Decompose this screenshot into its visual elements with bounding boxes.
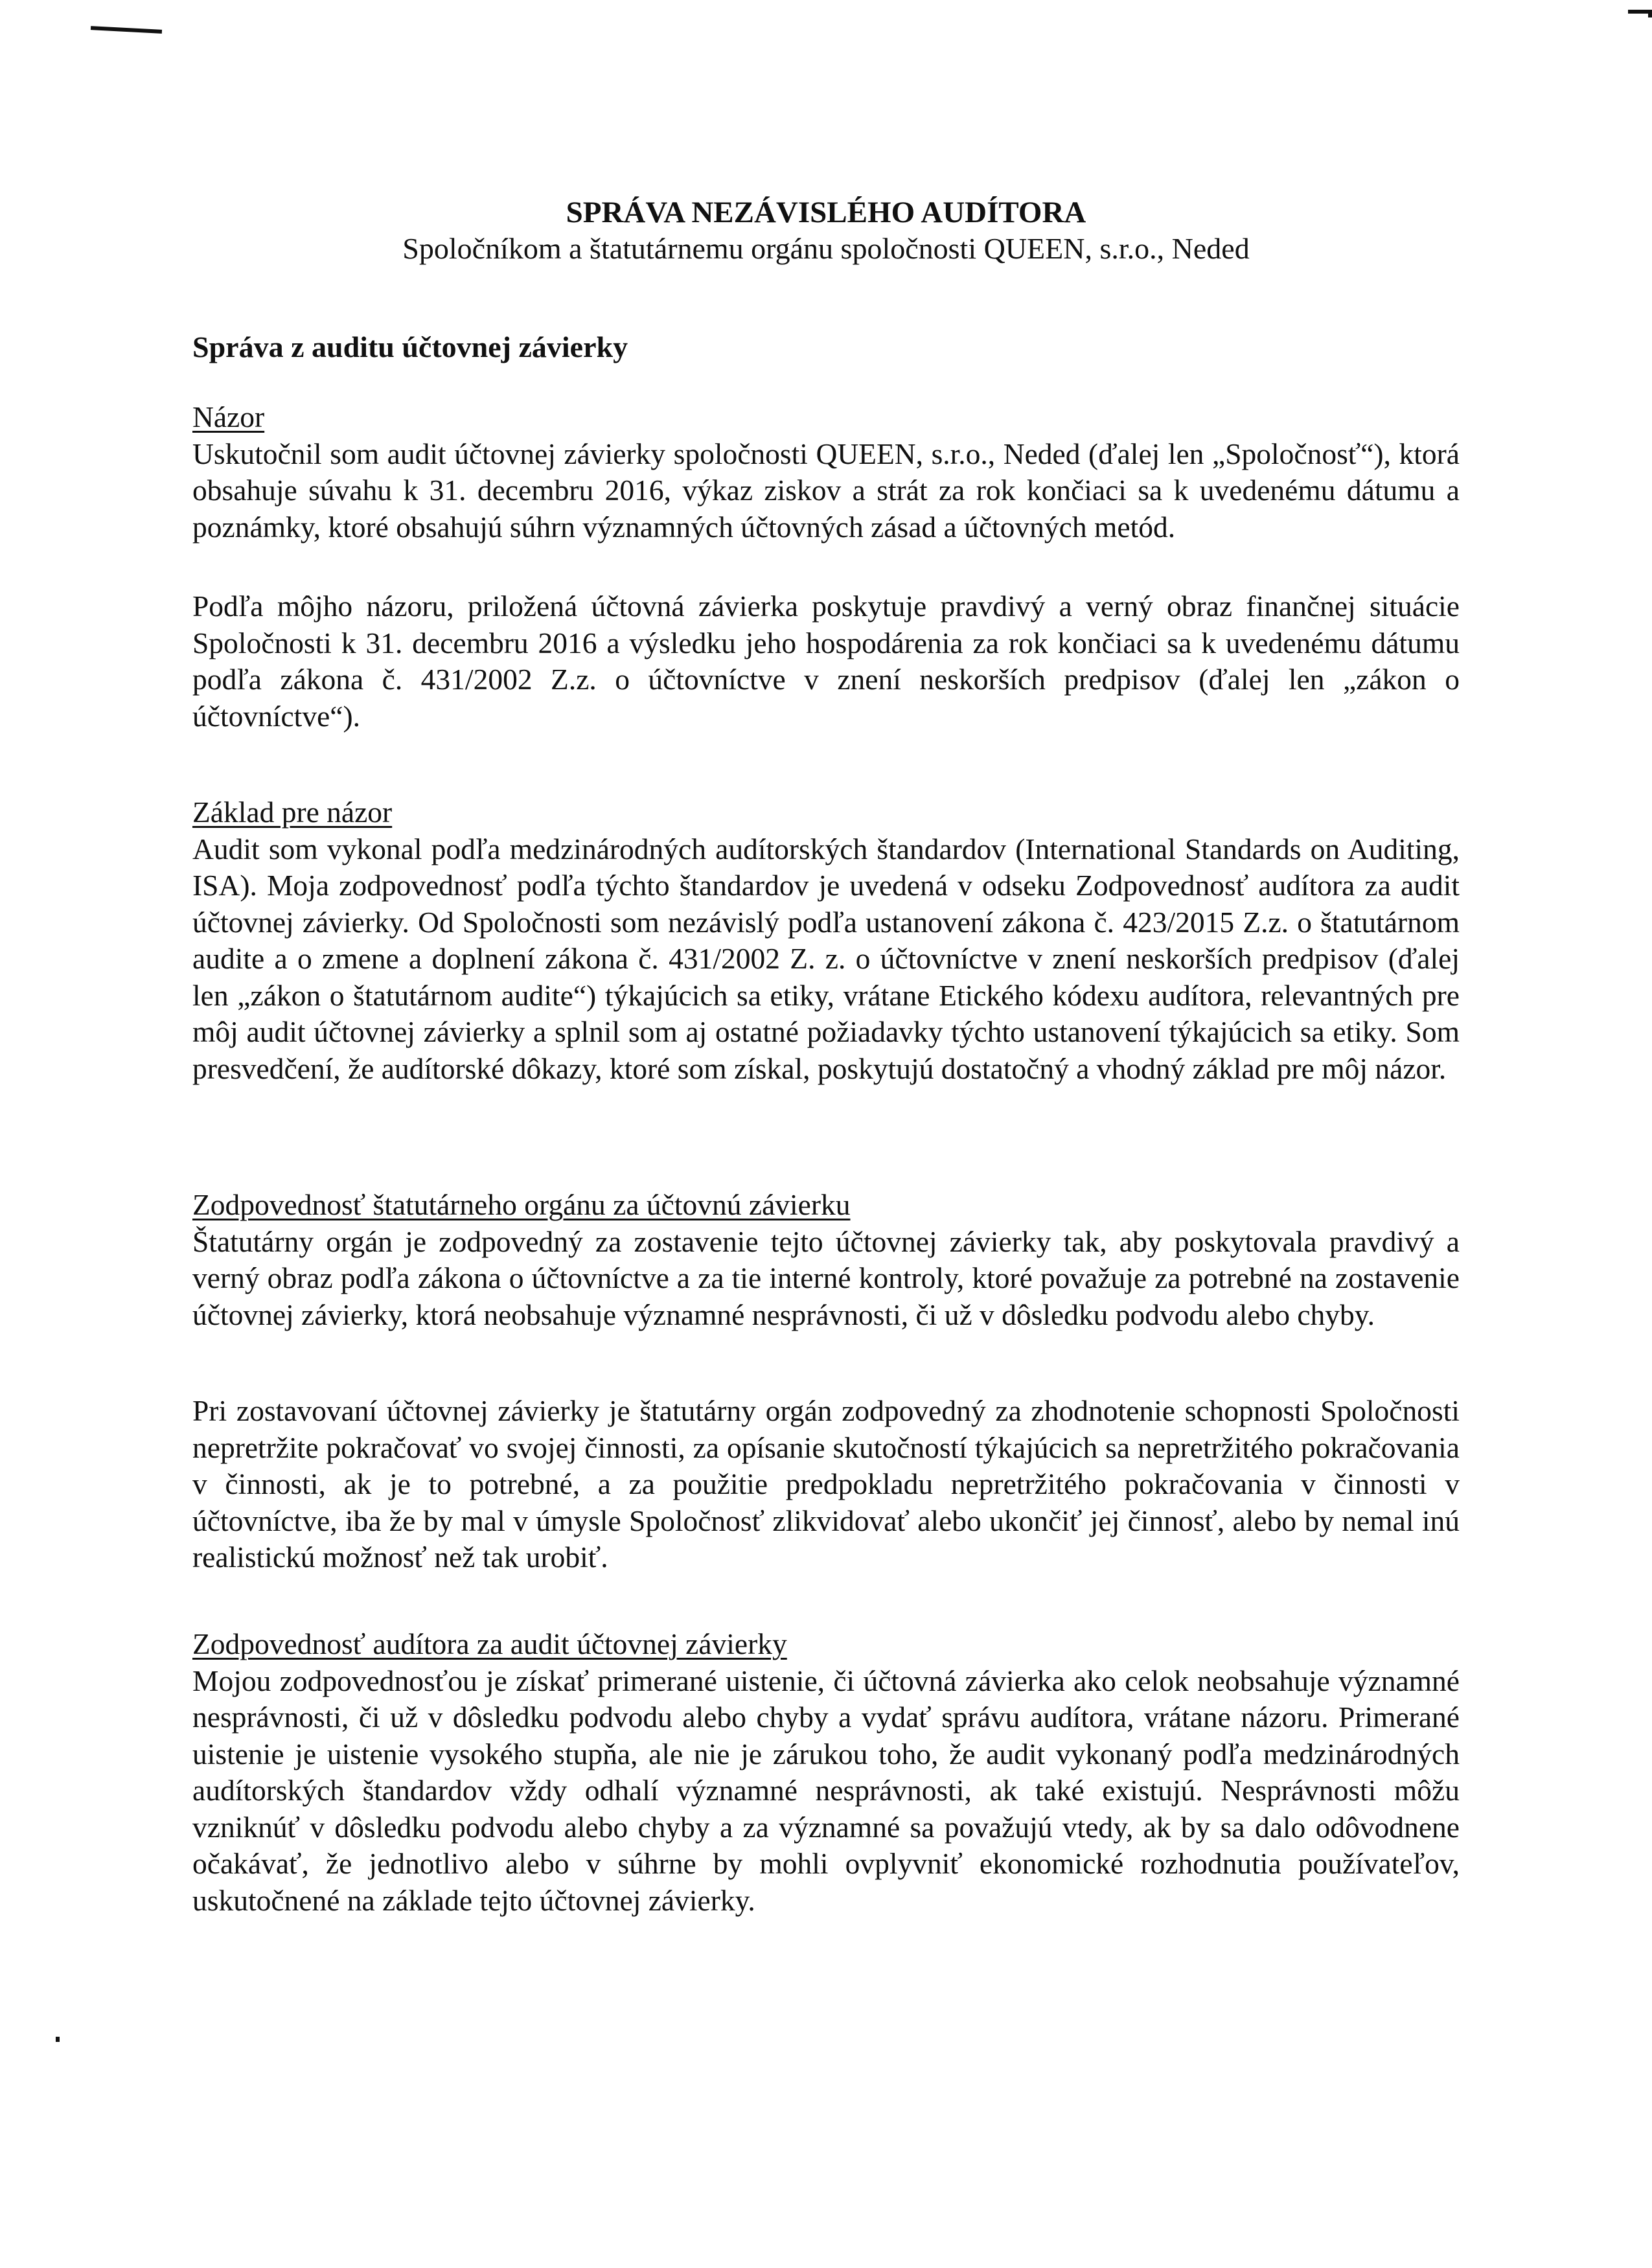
paragraph: Pri zostavovaní účtovnej závierky je štatutárny orgán zodpovedný za zhodnotenie schopnosti Spoločnosti nepretržite pokračovať vo svojej činnosti, za opísanie skutočností týkajúcich sa nepretržitého pokračovania v činnosti, ak je to potrebné, a za použitie predpokladu nepretržitého pokračovania v činnosti v účtovníctve, iba že by mal v úmysle Spoločnosť zlikvidovať alebo ukončiť jej činnosť, alebo by nemal inú realistickú možnosť než tak urobiť.	[192, 1394, 1460, 1574]
section-heading: Zodpovednosť audítora za audit účtovnej závierky	[192, 1627, 787, 1660]
section-statutory-responsibility-continued	[192, 1393, 1460, 1576]
scan-mark	[1648, 10, 1652, 17]
section-auditor-responsibility	[192, 1626, 1460, 1919]
section-basis-for-opinion	[192, 794, 1460, 1087]
scan-mark	[56, 2037, 60, 2042]
section-opinion	[192, 399, 1460, 545]
scan-mark	[91, 26, 162, 34]
paragraph: Audit som vykonal podľa medzinárodných audítorských štandardov (International Standards on Auditing, ISA). Moja zodpovednosť podľa týchto štandardov je uvedená v odseku Zodpovednosť audítora za audit účtovnej závierky. Od Spoločnosti som nezávislý podľa ustanovení zákona č. 423/2015 Z.z. o štatutárnom audite a o zmene a doplnení zákona č. 431/2002 Z. z. o účtovníctve v znení neskorších predpisov (ďalej len „zákon o štatutárnom audite“) týkajúcich sa etiky, vrátane Etického kódexu audítora, relevantných pre môj audit účtovnej závierky a splnil som aj ostatné požiadavky týchto ustanovení týkajúcich sa etiky. Som presvedčení, že audítorské dôkazy, ktoré som získal, poskytujú dostatočný a vhodný základ pre môj názor.	[192, 832, 1460, 1085]
section-heading: Zodpovednosť štatutárneho orgánu za účtovnú závierku	[192, 1188, 851, 1221]
section-opinion-continued	[192, 588, 1460, 735]
paragraph: Štatutárny orgán je zodpovedný za zostavenie tejto účtovnej závierky tak, aby poskytovala pravdivý a verný obraz podľa zákona o účtovníctve a za tie interné kontroly, ktoré považuje za potrebné na zostavenie účtovnej závierky, ktorá neobsahuje významné nesprávnosti, či už v dôsledku podvodu alebo chyby.	[192, 1224, 1460, 1331]
paragraph: Uskutočnil som audit účtovnej závierky spoločnosti QUEEN, s.r.o., Neded (ďalej len „Spoločnosť“), ktorá obsahuje súvahu k 31. decembru 2016, výkaz ziskov a strát za rok končiaci sa k uvedenému dátumu a poznámky, ktoré obsahujú súhrn významných účtovných zásad a účtovných metód.	[192, 437, 1460, 544]
document-subtitle: Spoločníkom a štatutárnemu orgánu spoločnosti QUEEN, s.r.o., Neded	[402, 232, 1250, 265]
paragraph: Mojou zodpovednosťou je získať primerané uistenie, či účtovná závierka ako celok neobsahuje významné nesprávnosti, či už v dôsledku podvodu alebo chyby a vydať správu audítora, vrátane názoru. Primerané uistenie je uistenie vysokého stupňa, ale nie je zárukou toho, že audit vykonaný podľa medzinárodných audítorských štandardov vždy odhalí významné nesprávnosti, ak také existujú. Nesprávnosti môžu vzniknúť v dôsledku podvodu alebo chyby a za významné sa považujú vtedy, ak by sa dalo odôvodnene očakávať, že jednotlivo alebo v súhrne by mohli ovplyvniť ekonomické rozhodnutia používateľov, uskutočnené na základe tejto účtovnej závierky.	[192, 1664, 1460, 1917]
document-title: SPRÁVA NEZÁVISLÉHO AUDÍTORA	[566, 196, 1086, 229]
section-title: Správa z auditu účtovnej závierky	[192, 330, 628, 363]
paragraph: Podľa môjho názoru, priložená účtovná závierka poskytuje pravdivý a verný obraz finančnej situácie Spoločnosti k 31. decembru 2016 a výsledku jeho hospodárenia za rok končiaci sa k uvedenému dátumu podľa zákona č. 431/2002 Z.z. o účtovníctve v znení neskorších predpisov (ďalej len „zákon o účtovníctve“).	[192, 590, 1460, 733]
section-statutory-responsibility	[192, 1187, 1460, 1333]
section-heading: Názor	[192, 400, 265, 433]
section-heading: Základ pre názor	[192, 796, 393, 829]
